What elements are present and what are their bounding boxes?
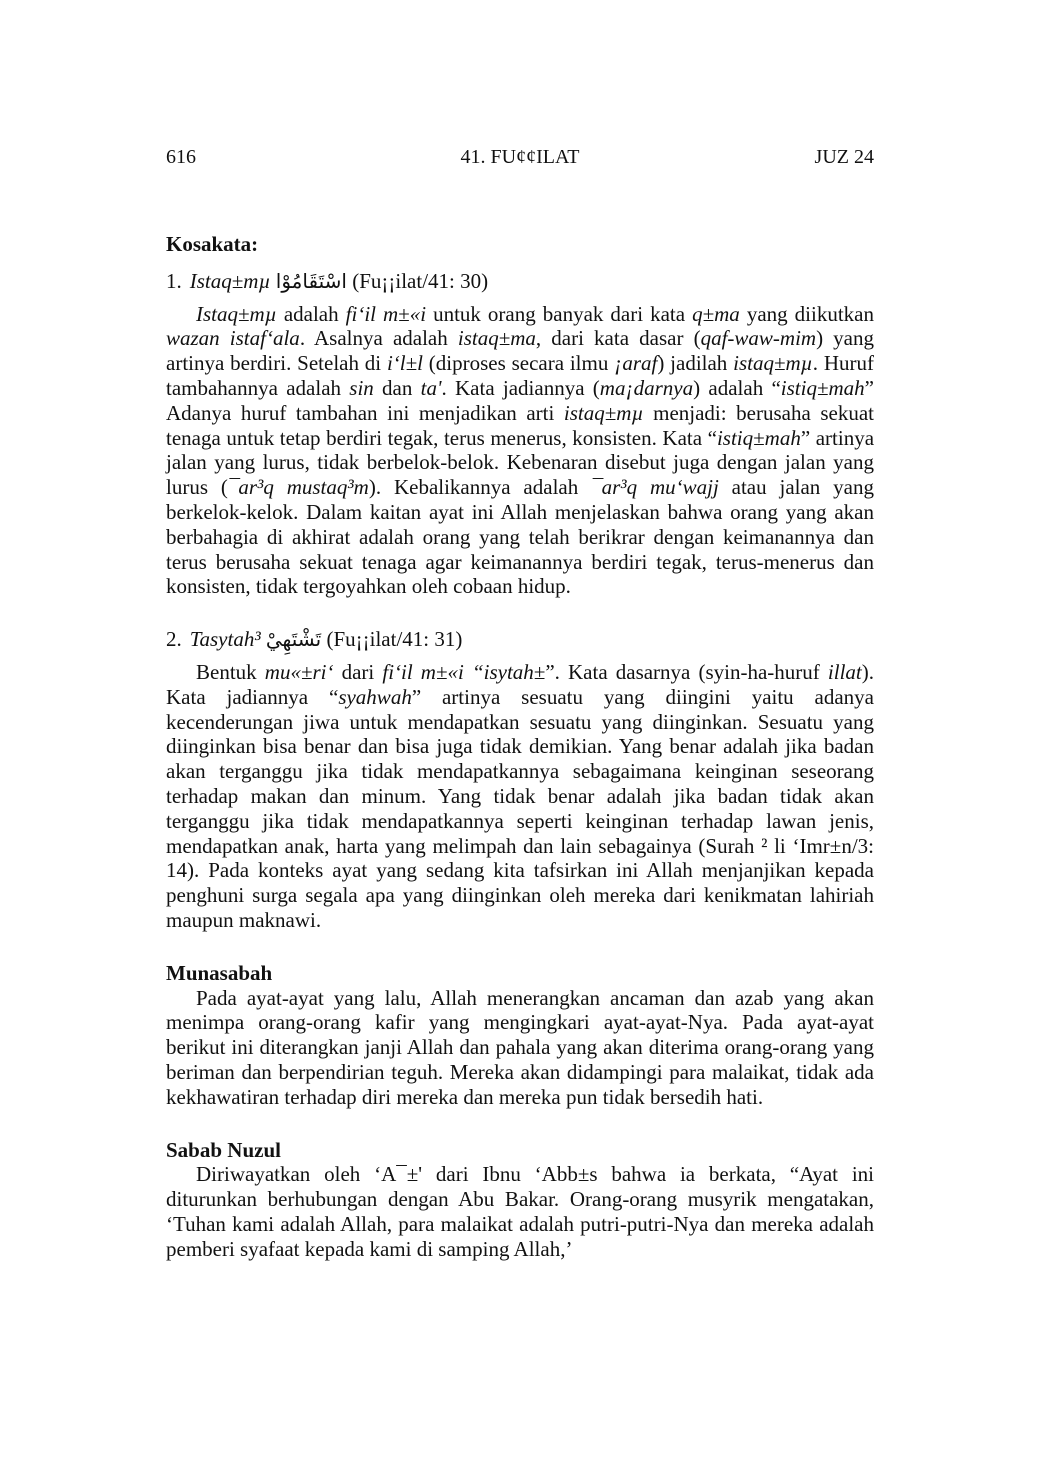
- sabab-nuzul-text: Diriwayatkan oleh ‘A¯±' dari Ibnu ‘Abb±s bahwa ia berkata, “Ayat ini diturunkan berhubungan dengan Abu Bakar. Orang-orang musyrik mengatakan, ‘Tuhan kami adalah Allah, para malaikat adalah putri-putri-Nya dan mereka adalah pemberi syafaat kepada kami di samping Allah,’: [166, 1162, 874, 1261]
- verse-reference: (Fu¡¡ilat/41: 31): [326, 627, 463, 652]
- running-header: [166, 146, 874, 174]
- munasabah-text: Pada ayat-ayat yang lalu, Allah menerangkan ancaman dan azab yang akan menimpa orang-orang kafir yang mengingkari ayat-ayat-Nya. Pada ayat-ayat berikut ini diterangkan janji Allah dan pahala yang akan diterima orang-orang yang beriman dan berpendirian teguh. Mereka akan didampingi para malaikat, tidak ada kekhawatiran terhadap diri mereka dan mereka pun tidak bersedih hati.: [166, 985, 874, 1109]
- juz-label: JUZ 24: [814, 146, 874, 168]
- vocab-entry-1: 1. Istaq±mµ اسْتَقَامُوْا (Fu¡¡ilat/41: 30): [166, 268, 489, 293]
- arabic-term: اسْتَقَامُوْا: [275, 268, 347, 293]
- verse-reference: (Fu¡¡ilat/41: 30): [352, 268, 489, 293]
- kosakata-heading: Kosakata:: [166, 232, 259, 256]
- page-number: 616: [166, 146, 196, 168]
- content: [166, 232, 874, 1261]
- vocab-definition-2: Bentuk mu«±ri‘ dari fi‘il m±«i “isytah±”. Kata dasarnya (syin-ha-huruf illat). Kata jadiannya “syahwah” artinya sesuatu yang diingini yaitu adanya kecenderungan jiwa untuk mendapatkan sesuatu yang diinginkan. Sesuatu yang diinginkan bisa benar dan bisa juga tidak demikian. Yang benar adalah jika badan akan terganggu jika tidak mendapatkannya sebagaimana keinginan seseorang terhadap makan dan minum. Yang tidak benar adalah jika badan tidak akan terganggu jika tidak mendapatkannya seperti keinginan terhadap lawan jenis, mendapatkan anak, harta yang melimpah dan lain sebagainya (Surah ² li ‘Imr±n/3: 14). Pada konteks ayat yang sedang kita tafsirkan ini Allah menjanjikan kepada penghuni surga segala apa yang diinginkan oleh mereka dari kenikmatan lahiriah maupun maknawi.: [166, 659, 875, 932]
- vocab-entry-2: 2. Tasytah³ تَشْتَهِيْ (Fu¡¡ilat/41: 31): [166, 627, 463, 652]
- chapter-title: 41. FU¢¢ILAT: [460, 146, 580, 168]
- vocab-term: Tasytah³: [189, 627, 261, 652]
- arabic-term: تَشْتَهِيْ: [265, 627, 322, 652]
- munasabah-heading: Munasabah: [166, 960, 273, 985]
- vocab-term: Istaq±mµ: [189, 268, 271, 293]
- sabab-nuzul-heading: Sabab Nuzul: [166, 1137, 281, 1162]
- vocab-definition-1: Istaq±mµ adalah fi‘il m±«i untuk orang banyak dari kata q±ma yang diikutkan wazan istaf‘ala. Asalnya adalah istaq±ma, dari kata dasar (qaf-waw-mim) yang artinya berdiri. Setelah di i‘l±l (diproses secara ilmu ¡araf) jadilah istaq±mµ. Huruf tambahannya adalah sin dan ta'. Kata jadiannya (ma¡darnya) adalah “istiq±mah” Adanya huruf tambahan ini menjadikan arti istaq±mµ menjadi: berusaha sekuat tenaga untuk tetap berdiri tegak, terus menerus, konsisten. Kata “istiq±mah” artinya jalan yang lurus, tidak berbelok-belok. Kebenaran disebut juga dengan jalan yang lurus (¯ar³q mustaq³m). Kebalikannya adalah ¯ar³q mu‘wajj atau jalan yang berkelok-kelok. Dalam kaitan ayat ini Allah menjelaskan bahwa orang yang akan berbahagia di akhirat adalah orang yang telah berikrar dengan keimanannya dan terus berusaha sekuat tenaga agar keimanannya berdiri tegak, terus-menerus dan konsisten, tidak tergoyahkan oleh cobaan hidup.: [166, 301, 875, 599]
